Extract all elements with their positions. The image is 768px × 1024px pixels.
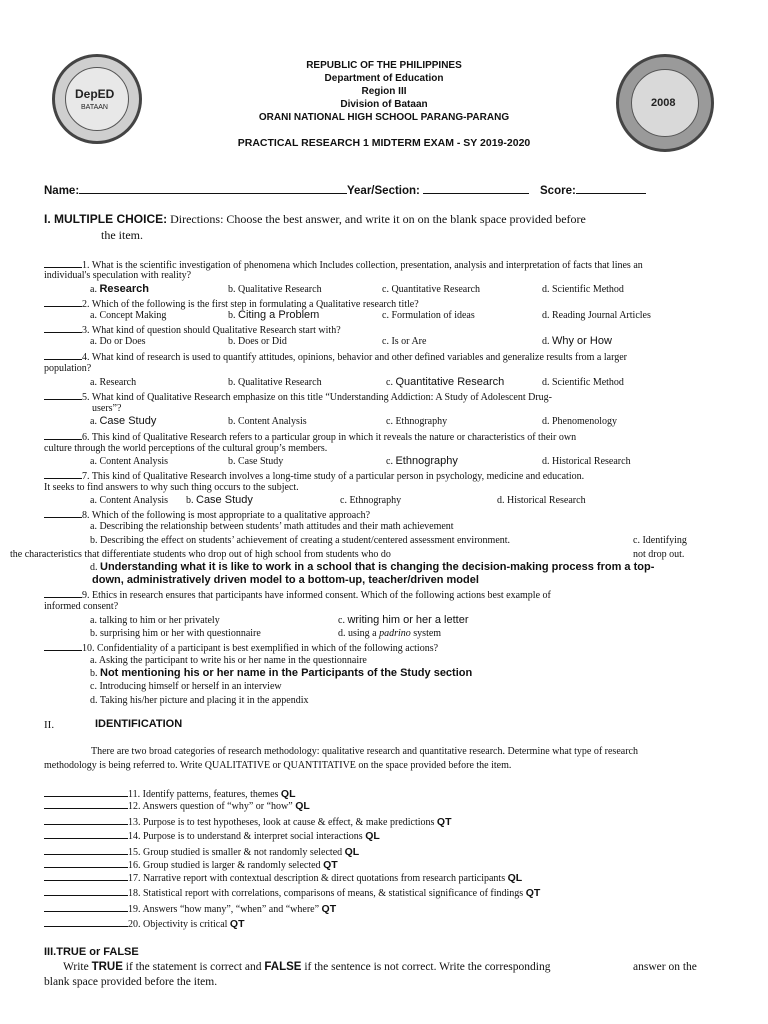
identification-item-text: 20. Objectivity is critical [128,919,228,930]
q8-option-d-cont: down, administratively driven model to a bottom-up, teacher/driven model [92,574,479,586]
identification-item-answer: QL [280,788,296,800]
score-field[interactable] [540,184,646,197]
q9-option-a: a. talking to him or her privately [90,615,220,626]
q7-option-b: b. Case Study [186,494,253,506]
identification-item-text: 12. Answers question of “why” or “how” [128,801,293,812]
name-field[interactable] [44,184,347,197]
identification-item[interactable] [44,871,522,884]
answer-blank[interactable] [44,858,128,868]
question-7-cont: It seeks to find answers to why such thing occurs to the subject. [44,482,299,493]
q9-option-b: b. surprising him or her with questionnaire [90,628,261,639]
year-section-field[interactable] [347,184,529,197]
deped-logo-sub: BATAAN [81,104,108,111]
identification-item-text: 11. Identify patterns, features, themes [128,789,279,800]
part2-intro: There are two broad categories of research methodology: qualitative research and quantitative research. Determine what type of research [91,746,638,757]
header-department: Department of Education [324,73,444,84]
part3-instructions-cont: blank space provided before the item. [44,976,218,988]
identification-item-answer: QT [525,887,541,899]
q2-option-a: a. Concept Making [90,310,167,321]
q8-option-b: b. Describing the effect on students’ achievement of creating a student/centered assessment environment. [90,535,511,546]
q5-option-c: c. Ethnography [386,416,448,427]
identification-item[interactable] [44,902,336,915]
q4-option-b: b. Qualitative Research [228,377,322,388]
identification-item-answer: QT [323,859,338,871]
q8-option-c: c. Identifying [633,535,687,546]
question-9: 9. Ethics in research ensures that participants have informed consent. Which of the following actions best example of [44,588,551,601]
answer-blank[interactable] [44,871,128,881]
identification-item-text: 18. Statistical report with correlations, comparisons of means, & statistical significance of findings [128,888,524,899]
part1-heading: I. MULTIPLE CHOICE: [44,212,168,226]
q6-option-d: d. Historical Research [542,456,631,467]
q8-option-c-cont: the characteristics that differentiate students who drop out of high school from students who do [10,549,391,560]
exam-title: PRACTICAL RESEARCH 1 MIDTERM EXAM - SY 2019-2020 [237,137,531,149]
q6-option-b: b. Case Study [228,456,284,467]
q1-option-d: d. Scientific Method [542,284,624,295]
question-5: 5. What kind of Qualitative Research emphasize on this title “Understanding Addiction: A Study of Adolescent Drug- [44,390,552,403]
identification-item[interactable] [44,815,452,828]
question-8: 8. Which of the following is most appropriate to a qualitative approach? [44,508,370,521]
year-section-label: Year/Section: [347,185,420,197]
q7-option-a: a. Content Analysis [90,495,169,506]
question-3: 3. What kind of question should Qualitative Research start with? [44,323,341,336]
q6-option-a: a. Content Analysis [90,456,169,467]
school-logo-year: 2008 [651,97,676,109]
q4-option-c: c. Quantitative Research [386,376,505,388]
deped-logo-text: DepED [75,87,115,101]
question-10: 10. Confidentiality of a participant is best exemplified in which of the following actions? [44,641,438,654]
header-republic: REPUBLIC OF THE PHILIPPINES [306,60,462,71]
q9-option-d: d. using a padrino system [338,628,442,639]
q8-option-a: a. Describing the relationship between students’ math attitudes and their math achievement [90,521,454,532]
identification-item[interactable] [44,858,338,871]
identification-item-answer: QT [229,918,245,930]
answer-blank[interactable] [44,799,128,809]
q3-option-b: b. Does or Did [228,336,287,347]
identification-item-text: 16. Group studied is larger & randomly selected [128,860,321,871]
q6-option-c: c. Ethnography [386,455,458,467]
answer-blank[interactable] [44,815,128,825]
identification-item-answer: QL [507,872,523,884]
part2-intro-cont: methodology is being referred to. Write QUALITATIVE or QUANTITATIVE on the space provided before the item. [44,760,512,771]
question-6: 6. This kind of Qualitative Research refers to a particular group in which it reveals the nature or characteristics of their own [44,430,576,443]
q1-option-a: a. Research [90,283,149,295]
q3-option-a: a. Do or Does [90,336,146,347]
identification-item-answer: QL [365,830,380,842]
answer-blank[interactable] [44,845,128,855]
q10-option-d: d. Taking his/her picture and placing it in the appendix [90,695,309,706]
question-1-cont: individual's speculation with reality? [44,270,192,281]
answer-blank[interactable] [44,787,128,797]
q9-option-c: c. writing him or her a letter [338,614,469,626]
answer-blank[interactable] [44,829,128,839]
q8-option-c-end: not drop out. [633,549,685,560]
question-5-cont: users”? [92,403,122,414]
identification-item-answer: QT [436,816,452,828]
identification-item-text: 15. Group studied is smaller & not randomly selected [128,847,343,858]
identification-item-answer: QT [321,903,337,915]
part3-heading: III.TRUE or FALSE [44,946,139,958]
q2-option-b: b. Citing a Problem [228,309,320,321]
part1-directions-cont: the item. [101,228,143,242]
header-school: ORANI NATIONAL HIGH SCHOOL PARANG-PARANG [258,112,510,123]
question-6-cont: culture through the world perceptions of the cultural group’s members. [44,443,328,454]
part2-heading: IDENTIFICATION [95,718,183,730]
score-label: Score: [540,185,576,197]
identification-item[interactable] [44,845,359,858]
identification-item[interactable] [44,886,540,899]
header-region: Region III [361,86,407,97]
answer-blank[interactable] [44,902,128,912]
identification-item-answer: QL [295,800,310,812]
name-label: Name: [44,185,80,197]
q7-option-c: c. Ethnography [340,495,402,506]
question-4: 4. What kind of research is used to quantify attitudes, opinions, behavior and other defined variables and generalize results from a larger [44,350,627,363]
identification-item[interactable] [44,829,380,842]
answer-blank[interactable] [44,917,128,927]
q7-option-d: d. Historical Research [497,495,586,506]
q5-option-b: b. Content Analysis [228,416,307,427]
q4-option-a: a. Research [90,377,137,388]
identification-item-text: 17. Narrative report with contextual description & direct quotations from research participants [128,873,506,884]
q10-option-a: a. Asking the participant to write his or her name in the questionnaire [90,655,367,666]
q1-option-b: b. Qualitative Research [228,284,322,295]
question-2: 2. Which of the following is the first step in formulating a Qualitative research title? [44,297,419,310]
question-1: 1. What is the scientific investigation of phenomena which Includes collection, presentation, analysis and interpretation of facts that lines an [44,258,643,271]
question-7: 7. This kind of Qualitative Research involves a long-time study of a particular person in psychology, medicine and education. [44,469,584,482]
part1-directions-text: Directions: Choose the best answer, and write it on on the blank space provided before [170,212,586,226]
identification-item-text: 14. Purpose is to understand & interpret social interactions [128,831,363,842]
identification-item-text: 19. Answers “how many”, “when” and “where” [128,904,320,915]
header-division: Division of Bataan [340,99,428,110]
identification-item[interactable] [44,799,310,812]
q10-option-b: b. Not mentioning his or her name in the Participants of the Study section [90,667,473,679]
q3-option-c: c. Is or Are [382,336,427,347]
q5-option-a: a. Case Study [90,415,157,427]
identification-item-answer: QL [344,846,360,858]
question-4-cont: population? [44,363,92,374]
answer-blank[interactable] [44,886,128,896]
part1-directions [44,212,586,227]
q3-option-d: d. Why or How [542,335,612,347]
question-9-cont: informed consent? [44,601,119,612]
identification-item[interactable] [44,917,245,930]
part3-instructions-end: answer on the [633,961,697,973]
q5-option-d: d. Phenomenology [542,416,617,427]
part2-number: II. [44,719,55,731]
identification-item-text: 13. Purpose is to test hypotheses, look at cause & effect, & make predictions [128,817,435,828]
q10-option-c: c. Introducing himself or herself in an interview [90,681,282,692]
q2-option-d: d. Reading Journal Articles [542,310,651,321]
q4-option-d: d. Scientific Method [542,377,624,388]
part3-instructions: Write TRUE if the statement is correct and FALSE if the sentence is not correct. Write the corresponding [63,961,551,973]
q2-option-c: c. Formulation of ideas [382,310,475,321]
q1-option-c: c. Quantitative Research [382,284,481,295]
q8-option-d: d. Understanding what it is like to work in a school that is changing the decision-making process from a top- [90,561,655,573]
